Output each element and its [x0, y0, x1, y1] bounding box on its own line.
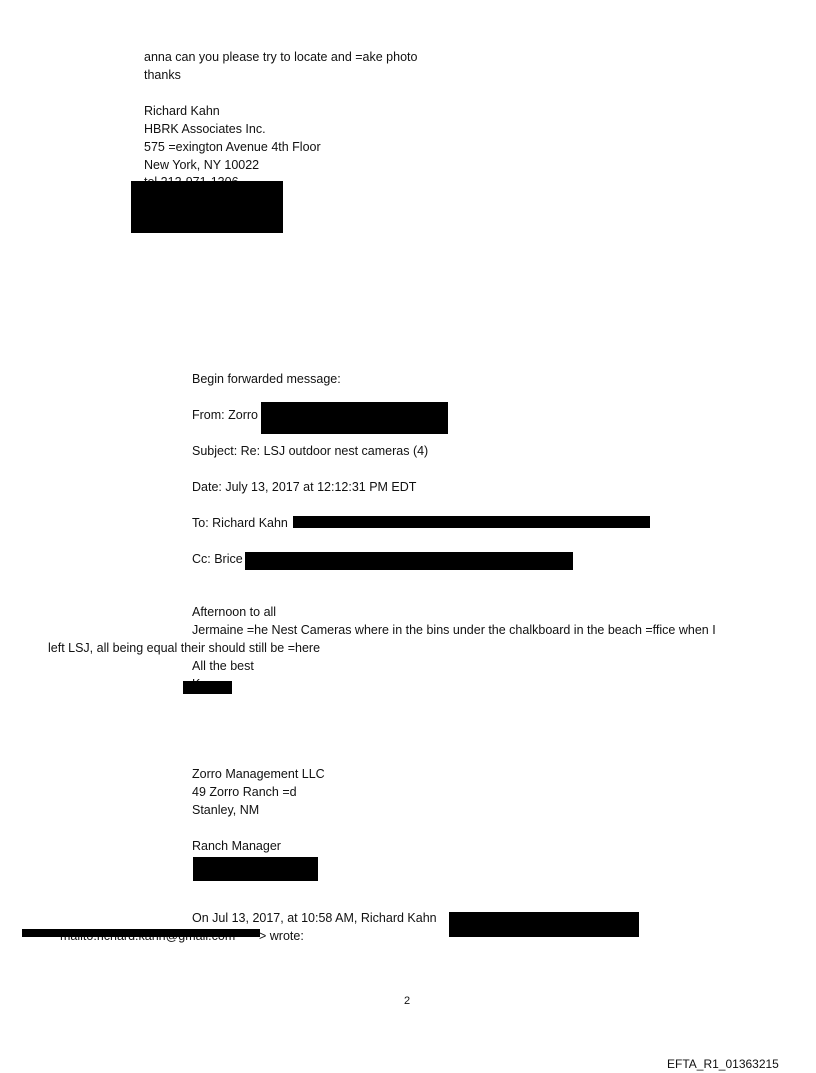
redaction-box	[293, 516, 650, 528]
body-line-1: Jermaine =he Nest Cameras where in the bins under the chalkboard in the beach =ffice when I	[192, 623, 716, 637]
forward-subject: Subject: Re: LSJ outdoor nest cameras (4)	[192, 444, 429, 458]
forward-from: From: Zorro	[192, 408, 258, 422]
sender-title: Ranch Manager	[192, 839, 281, 853]
redaction-box	[22, 929, 260, 937]
redaction-box	[193, 857, 318, 881]
redaction-box	[183, 681, 232, 694]
forward-to: To: Richard Kahn	[192, 516, 288, 530]
page-number: 2	[404, 995, 411, 1007]
intro-line-2: thanks	[144, 68, 181, 82]
signature-city: New York, NY 10022	[144, 158, 260, 172]
redaction-box	[449, 912, 639, 937]
signature-name: Richard Kahn	[144, 104, 220, 118]
redaction-box	[261, 402, 448, 434]
body-line-2: left LSJ, all being equal their should still be =here	[48, 641, 321, 655]
signature-company: HBRK Associates Inc.	[144, 122, 266, 136]
sender-address: 49 Zorro Ranch =d	[192, 785, 297, 799]
document-id: EFTA_R1_01363215	[667, 1057, 779, 1071]
sender-company: Zorro Management LLC	[192, 767, 325, 781]
body-closing: All the best	[192, 659, 254, 673]
quote-wrote: > wrote:	[259, 929, 304, 943]
signature-address: 575 =exington Avenue 4th Floor	[144, 140, 321, 154]
sender-city: Stanley, NM	[192, 803, 260, 817]
forward-cc: Cc: Brice	[192, 552, 243, 566]
intro-line-1: anna can you please try to locate and =ake photo	[144, 50, 418, 64]
signature-phone-partial	[144, 174, 239, 181]
redaction-box	[131, 181, 283, 233]
redaction-box	[245, 552, 573, 570]
body-greeting: Afternoon to all	[192, 605, 277, 619]
forward-date: Date: July 13, 2017 at 12:12:31 PM EDT	[192, 480, 417, 494]
quote-header: On Jul 13, 2017, at 10:58 AM, Richard Kahn	[192, 911, 437, 925]
forward-heading: Begin forwarded message:	[192, 372, 341, 386]
